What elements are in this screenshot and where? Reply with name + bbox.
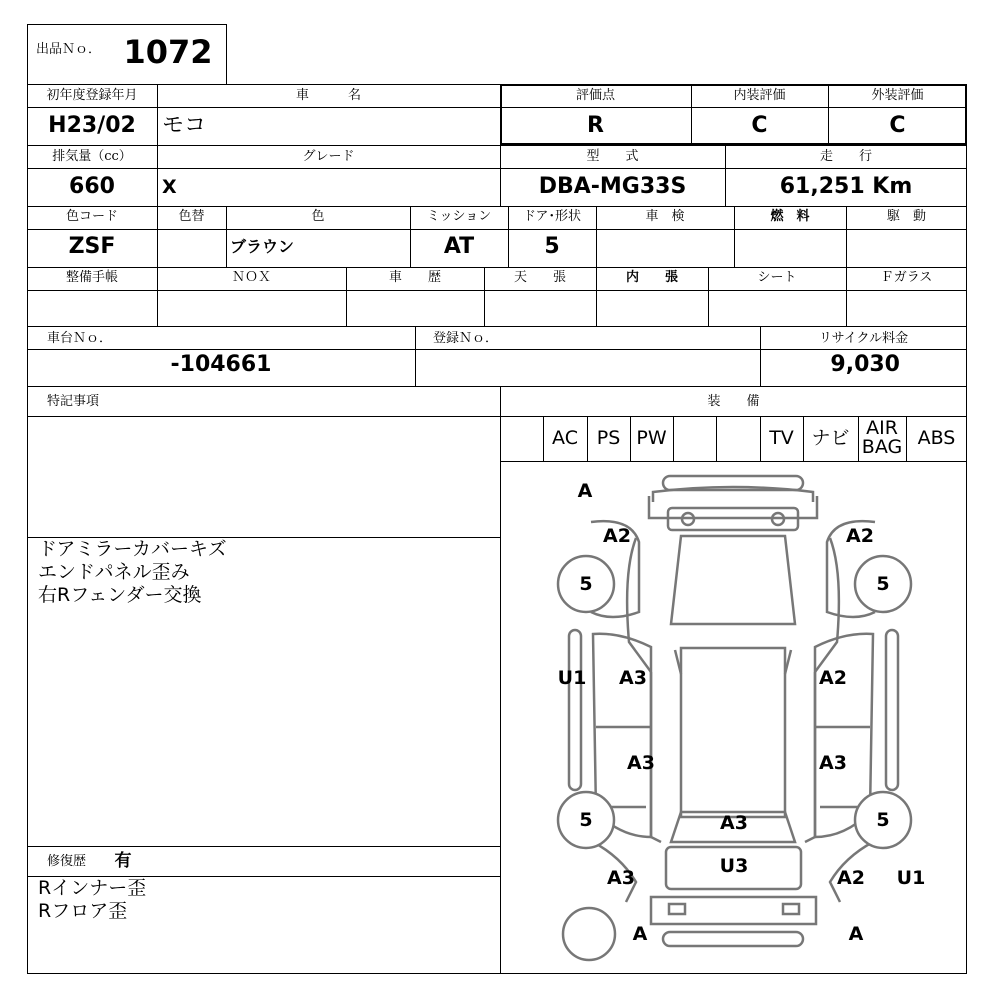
damage-rear-right: A	[848, 923, 864, 945]
recycle-value: 9,030	[830, 352, 900, 377]
notes-label: 特記事項	[47, 394, 100, 409]
first-reg-value: H23/02	[48, 113, 136, 138]
mileage-label: 走 行	[819, 149, 872, 164]
door-label: ドア･形状	[522, 209, 582, 224]
repair-text: Rインナー歪 Rフロア歪	[38, 877, 147, 922]
damage-rear-glass: A3	[720, 812, 748, 834]
damage-right-a2-upper: A2	[819, 667, 847, 689]
damage-wheel-rl: 5	[579, 809, 593, 831]
lot-number: 1072	[123, 33, 213, 71]
displacement-label: 排気量（cc）	[52, 149, 132, 164]
mileage-value: 61,251 Km	[779, 174, 913, 199]
color-label: 色	[311, 209, 325, 224]
sunroof-label: 天 張	[513, 270, 566, 285]
damage-right-rear-outer: U1	[896, 867, 926, 889]
damage-left-a3-lower: A3	[627, 752, 655, 774]
damage-left-a3-upper: A3	[619, 667, 647, 689]
damage-front-left-door: A2	[603, 525, 631, 547]
grade-label: グレード	[302, 149, 355, 164]
seat-label: シート	[757, 270, 797, 285]
damage-right-a3-lower: A3	[819, 752, 847, 774]
damage-right-rear: A2	[837, 867, 865, 889]
exterior-label: 外装評価	[871, 88, 924, 103]
color-code-label: 色コード	[65, 209, 118, 224]
damage-wheel-fr: 5	[876, 573, 890, 595]
regno-label: 登録Ｎｏ．	[433, 331, 499, 346]
equip-abs: ABS	[917, 427, 956, 449]
equip-ps: PS	[596, 427, 621, 449]
score-label: 評価点	[575, 88, 615, 103]
equip-pw: PW	[636, 427, 667, 449]
history-label: 車 歴	[388, 270, 441, 285]
car-diagram	[501, 462, 966, 973]
exterior-value: C	[889, 113, 906, 138]
door-value: 5	[544, 234, 560, 259]
notes-text: ドアミラーカバーキズ エンドパネル歪み 右Rフェンダー交換	[38, 538, 227, 606]
equip-airbag: AIR BAG	[861, 417, 903, 458]
repaint-label: 色替	[178, 209, 205, 224]
equip-tv: TV	[769, 427, 794, 449]
model-value: DBA-MG33S	[538, 174, 687, 199]
damage-wheel-rr: 5	[876, 809, 890, 831]
equip-navi: ナビ	[811, 427, 850, 449]
grade-value: X	[162, 176, 177, 198]
nox-label: ＮＯＸ	[231, 270, 271, 285]
service-label: 整備手帳	[65, 270, 118, 285]
fuel-label: 燃 料	[770, 209, 810, 224]
chassis-value: -104661	[170, 352, 272, 377]
score-value: R	[587, 113, 604, 138]
damage-front: A	[577, 480, 593, 502]
recycle-label: リサイクル料金	[818, 331, 909, 346]
interior-label: 内装評価	[733, 88, 786, 103]
equip-ac: AC	[552, 427, 578, 449]
inspection-label: 車 検	[645, 209, 685, 224]
drive-label: 駆 動	[886, 209, 926, 224]
mission-value: AT	[443, 234, 475, 259]
repair-label: 修復歴	[47, 854, 87, 869]
car-name-label: 車 名	[295, 88, 361, 103]
color-value: ブラウン	[230, 237, 295, 256]
damage-wheel-fl: 5	[579, 573, 593, 595]
damage-left-rear: A3	[607, 867, 635, 889]
mission-label: ミッション	[426, 209, 492, 224]
lining-label: 内 張	[625, 270, 678, 285]
equipment-label: 装 備	[707, 394, 760, 409]
model-label: 型 式	[586, 149, 639, 164]
color-code-value: ZSF	[68, 234, 116, 259]
interior-value: C	[751, 113, 768, 138]
first-reg-label: 初年度登録年月	[46, 88, 138, 103]
damage-rear-door: U3	[719, 855, 749, 877]
repair-value: 有	[114, 851, 132, 871]
car-name-value: モコ	[162, 113, 207, 138]
damage-front-right-door: A2	[846, 525, 874, 547]
lot-label: 出品Ｎｏ．	[36, 42, 102, 57]
glass-label: Ｆガラス	[880, 270, 933, 285]
damage-left-side: U1	[557, 667, 587, 689]
displacement-value: 660	[69, 174, 115, 199]
damage-rear-left: A	[632, 923, 648, 945]
chassis-label: 車台Ｎｏ．	[47, 331, 113, 346]
